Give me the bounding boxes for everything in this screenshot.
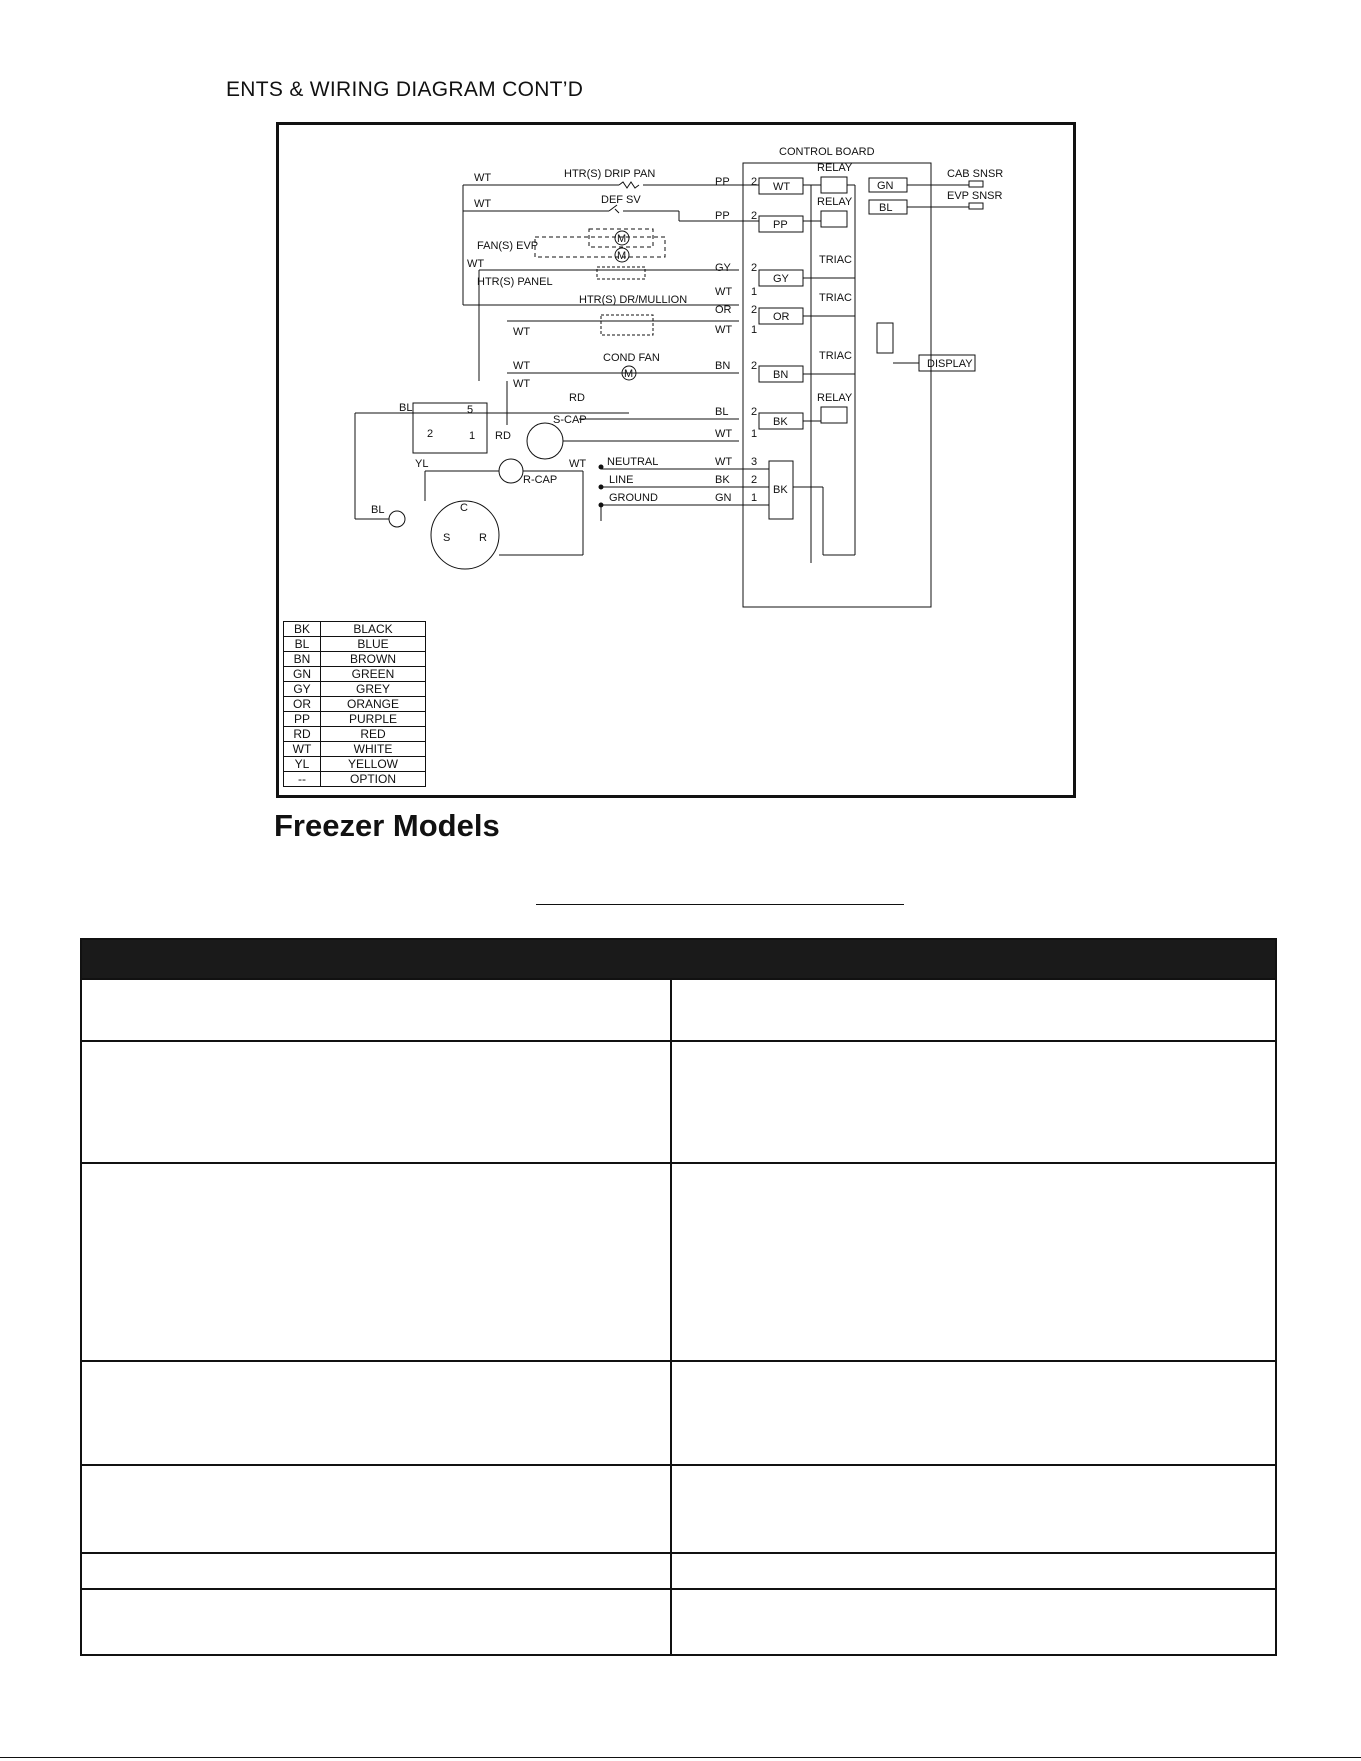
- wire-label-bl: BL: [715, 406, 729, 418]
- legend-code: YL: [284, 757, 321, 772]
- wire-label-wt-bk: WT: [715, 428, 733, 440]
- ground-label: GROUND: [609, 492, 658, 504]
- legend-code: WT: [284, 742, 321, 757]
- legend-color-name: OPTION: [321, 772, 426, 787]
- title-underline: [536, 904, 904, 905]
- motor-cond: M: [624, 368, 634, 380]
- page-bottom-rule: [0, 1757, 1361, 1758]
- pin-2-or: 2: [751, 304, 758, 316]
- wire-label-or: OR: [715, 304, 732, 316]
- pin-1-bk: 1: [751, 428, 758, 440]
- pin-1-comp: 1: [469, 430, 476, 442]
- pin-2-comp: 2: [427, 428, 434, 440]
- legend-color-name: GREY: [321, 682, 426, 697]
- terminal-c: C: [460, 502, 468, 514]
- wire-label-wt-gy: WT: [715, 286, 733, 298]
- legend-code: RD: [284, 727, 321, 742]
- htr-dr-mullion-label: HTR(S) DR/MULLION: [579, 294, 688, 306]
- table-cell: [82, 1466, 672, 1552]
- legend-color-name: BLACK: [321, 622, 426, 637]
- s-cap-label: S-CAP: [553, 414, 587, 426]
- pin-2-drip: 2: [751, 176, 758, 188]
- power-block-bk: BK: [773, 484, 788, 496]
- sensor-gn-label: GN: [877, 180, 894, 192]
- table-cell: [672, 1164, 1275, 1360]
- legend-code: PP: [284, 712, 321, 727]
- wire-label-wt-neutral: WT: [715, 456, 733, 468]
- wire-label-wt-fan: WT: [467, 258, 485, 270]
- pin-3: 3: [751, 456, 758, 468]
- legend-row: [284, 772, 426, 787]
- control-board-box: [743, 163, 931, 607]
- r-cap-label: R-CAP: [523, 474, 558, 486]
- wire-label-bn: BN: [715, 360, 731, 372]
- wiring-diagram: [276, 122, 1076, 798]
- legend-row: [284, 757, 426, 772]
- display-label: DISPLAY: [927, 358, 973, 370]
- cond-fan-label: COND FAN: [603, 352, 660, 364]
- table-cell: [672, 1554, 1275, 1588]
- wire-label-wt-drip: WT: [474, 172, 492, 184]
- table-cell: [672, 1466, 1275, 1552]
- wire-label-gn-ground: GN: [715, 492, 732, 504]
- table-cell: [82, 1590, 672, 1656]
- legend-code: GY: [284, 682, 321, 697]
- pin-2-bn: 2: [751, 360, 758, 372]
- table-row: [82, 1162, 1275, 1360]
- troubleshooting-table: [80, 938, 1277, 1656]
- legend-row: [284, 697, 426, 712]
- wire-label-wt-cond-2: WT: [513, 378, 531, 390]
- color-legend: [283, 621, 426, 787]
- table-cell: [82, 980, 672, 1040]
- legend-row: [284, 622, 426, 637]
- terminal-wt-label: WT: [773, 181, 791, 193]
- legend-color-name: PURPLE: [321, 712, 426, 727]
- wire-label-yl: YL: [415, 458, 429, 470]
- wire-label-gy: GY: [715, 262, 731, 274]
- wire-label-pp-defsv: PP: [715, 210, 730, 222]
- legend-color-name: RED: [321, 727, 426, 742]
- relay-3-label: RELAY: [817, 392, 853, 404]
- table-row: [82, 1040, 1275, 1162]
- legend-code: OR: [284, 697, 321, 712]
- legend-row: [284, 682, 426, 697]
- motor-evp-1: M: [617, 233, 627, 245]
- terminal-pp-label: PP: [773, 219, 788, 231]
- terminal-bn-label: BN: [773, 369, 789, 381]
- drip-pan-heater-label: HTR(S) DRIP PAN: [564, 168, 656, 180]
- pin-1-or: 1: [751, 324, 758, 336]
- table-row: [82, 978, 1275, 1040]
- wire-label-bl-olp: BL: [371, 504, 385, 516]
- table-row: [82, 1588, 1275, 1656]
- terminal-gy-label: GY: [773, 273, 789, 285]
- legend-row: [284, 742, 426, 757]
- control-board-label: CONTROL BOARD: [779, 146, 875, 158]
- wire-label-bl-comp: BL: [399, 402, 413, 414]
- table-cell: [82, 1554, 672, 1588]
- wire-label-wt-rcap: WT: [569, 458, 587, 470]
- legend-code: BL: [284, 637, 321, 652]
- pin-5: 5: [467, 404, 474, 416]
- relay-2-label: RELAY: [817, 196, 853, 208]
- triac-1-label: TRIAC: [819, 254, 852, 266]
- wire-label-wt-cond: WT: [513, 360, 531, 372]
- terminal-r: R: [479, 532, 487, 544]
- wire-label-rd-top: RD: [569, 392, 585, 404]
- table-header: [82, 940, 1275, 978]
- table-row: [82, 1552, 1275, 1588]
- def-sv-label: DEF SV: [601, 194, 641, 206]
- legend-color-name: BROWN: [321, 652, 426, 667]
- page-header: ENTS & WIRING DIAGRAM CONT’D: [226, 78, 584, 101]
- legend-color-name: ORANGE: [321, 697, 426, 712]
- terminal-bk-label: BK: [773, 416, 788, 428]
- legend-row: [284, 667, 426, 682]
- pin-2-defsv: 2: [751, 210, 758, 222]
- wire-label-rd: RD: [495, 430, 511, 442]
- motor-evp-2: M: [617, 250, 627, 262]
- sensor-bl-label: BL: [879, 202, 893, 214]
- legend-code: GN: [284, 667, 321, 682]
- legend-row: [284, 712, 426, 727]
- section-title: Freezer Models: [274, 808, 500, 843]
- pin-2-bk: 2: [751, 406, 758, 418]
- terminal-s: S: [443, 532, 451, 544]
- triac-3-label: TRIAC: [819, 350, 852, 362]
- legend-code: BN: [284, 652, 321, 667]
- table-row: [82, 1360, 1275, 1464]
- legend-color-name: YELLOW: [321, 757, 426, 772]
- wire-label-pp-drip: PP: [715, 176, 730, 188]
- neutral-label: NEUTRAL: [607, 456, 659, 468]
- legend-color-name: WHITE: [321, 742, 426, 757]
- legend-code: --: [284, 772, 321, 787]
- terminal-or-label: OR: [773, 311, 790, 323]
- wire-label-bk-line: BK: [715, 474, 730, 486]
- triac-2-label: TRIAC: [819, 292, 852, 304]
- pin-1-ground: 1: [751, 492, 758, 504]
- table-cell: [672, 1362, 1275, 1464]
- table-row: [82, 1464, 1275, 1552]
- legend-color-name: GREEN: [321, 667, 426, 682]
- line-label: LINE: [609, 474, 634, 486]
- fan-evp-label: FAN(S) EVP: [477, 240, 539, 252]
- pin-1-gy: 1: [751, 286, 758, 298]
- legend-row: [284, 652, 426, 667]
- wire-label-wt-defsv: WT: [474, 198, 492, 210]
- cab-sensor-label: CAB SNSR: [947, 168, 1004, 180]
- pin-2-gy: 2: [751, 262, 758, 274]
- table-cell: [82, 1042, 672, 1162]
- htr-panel-label: HTR(S) PANEL: [477, 276, 553, 288]
- pin-2-line: 2: [751, 474, 758, 486]
- legend-color-name: BLUE: [321, 637, 426, 652]
- table-cell: [672, 1042, 1275, 1162]
- legend-code: BK: [284, 622, 321, 637]
- table-cell: [82, 1362, 672, 1464]
- evp-sensor-label: EVP SNSR: [947, 190, 1003, 202]
- table-cell: [672, 1590, 1275, 1656]
- wire-label-wt-or: WT: [715, 324, 733, 336]
- wire-label-wt-dr: WT: [513, 326, 531, 338]
- legend-row: [284, 637, 426, 652]
- relay-1-label: RELAY: [817, 162, 853, 174]
- table-cell: [82, 1164, 672, 1360]
- legend-row: [284, 727, 426, 742]
- table-cell: [672, 980, 1275, 1040]
